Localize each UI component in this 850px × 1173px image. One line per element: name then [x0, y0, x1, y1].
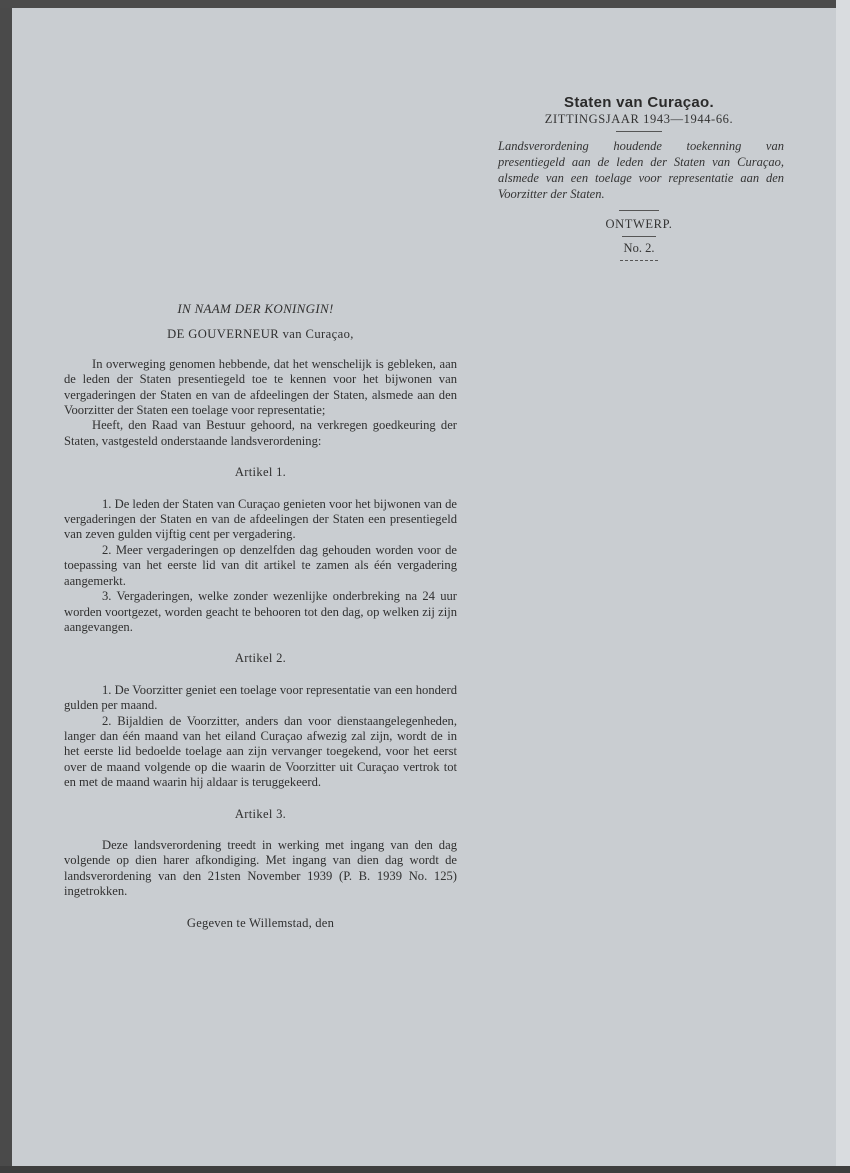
scan-right-edge — [836, 0, 850, 1173]
article-2-title: Artikel 2. — [234, 651, 287, 666]
governor-line: DE GOUVERNEUR van Curaçao, — [167, 327, 354, 342]
article-2-paragraph: 2. Bijaldien de Voorzitter, anders dan voor dienstaangelegenheden, langer dan één maand van het eiland Curaçao afwezig zal zijn, wordt de in het eerste lid bedoelde toelage aan zijn vervanger toegekend, voor het eerst over de maand volgende op die waarin de Voorzitter uit Curaçao vertrok tot en met de maand waarin hij aldaar is teruggekeerd. — [64, 713, 457, 790]
document-number: No. 2. — [623, 241, 655, 255]
article-1-paragraph: 1. De leden der Staten van Curaçao genieten voor het bijwonen van de vergaderingen der Staten en van de afdeelingen der Staten een presentiegeld van zeven gulden vijftig cent per vergadering. — [64, 496, 457, 542]
article-2-paragraph: 1. De Voorzitter geniet een toelage voor representatie van een honderd gulden per maand. — [64, 682, 457, 713]
header-divider — [622, 236, 656, 237]
invocation: IN NAAM DER KONINGIN! — [177, 301, 334, 316]
draft-label: ONTWERP. — [605, 217, 673, 231]
signoff: Gegeven te Willemstad, den — [186, 915, 335, 930]
header-divider — [616, 131, 662, 132]
document-title: Staten van Curaçao. — [564, 94, 714, 111]
document-subject: Landsverordening houdende toekenning van presentiegeld aan de leden der Staten van Curaçao, alsmede van een toelage voor representatie aan den Voorzitter der Staten. — [498, 139, 784, 201]
header-divider — [620, 260, 658, 261]
article-1-title: Artikel 1. — [234, 465, 287, 480]
document-header — [494, 94, 784, 265]
article-1-paragraph: 2. Meer vergaderingen op denzelfden dag gehouden worden voor de toepassing van het eerste lid van dit artikel te zamen als één vergadering aangemerkt. — [64, 542, 457, 588]
scan-bottom-edge — [0, 1166, 850, 1173]
session-year: ZITTINGSJAAR 1943—1944-66. — [544, 112, 734, 126]
scan-top-edge — [0, 0, 850, 8]
article-3-title: Artikel 3. — [234, 806, 287, 821]
header-divider — [619, 210, 659, 211]
preamble-paragraph: Heeft, den Raad van Bestuur gehoord, na verkregen goedkeuring der Staten, vastgesteld onderstaande landsverordening: — [64, 418, 457, 448]
document-body — [64, 301, 457, 931]
article-3-paragraph: Deze landsverordening treedt in werking met ingang van den dag volgende op dien harer afkondiging. Met ingang van dien dag wordt de landsverordening van den 21sten November 1939 (P. B. 1939 No. 125) ingetrokken. — [64, 837, 457, 899]
preamble-paragraph: In overweging genomen hebbende, dat het wenschelijk is gebleken, aan de leden der Staten presentiegeld toe te kennen voor het bijwonen van vergaderingen der Staten en van de afdeelingen der Staten, alsmede aan den Voorzitter der Staten een toelage voor representatie; — [64, 356, 457, 418]
article-1-paragraph: 3. Vergaderingen, welke zonder wezenlijke onderbreking na 24 uur worden voortgezet, worden geacht te behooren tot den dag, op welken zij zijn aangevangen. — [64, 589, 457, 634]
